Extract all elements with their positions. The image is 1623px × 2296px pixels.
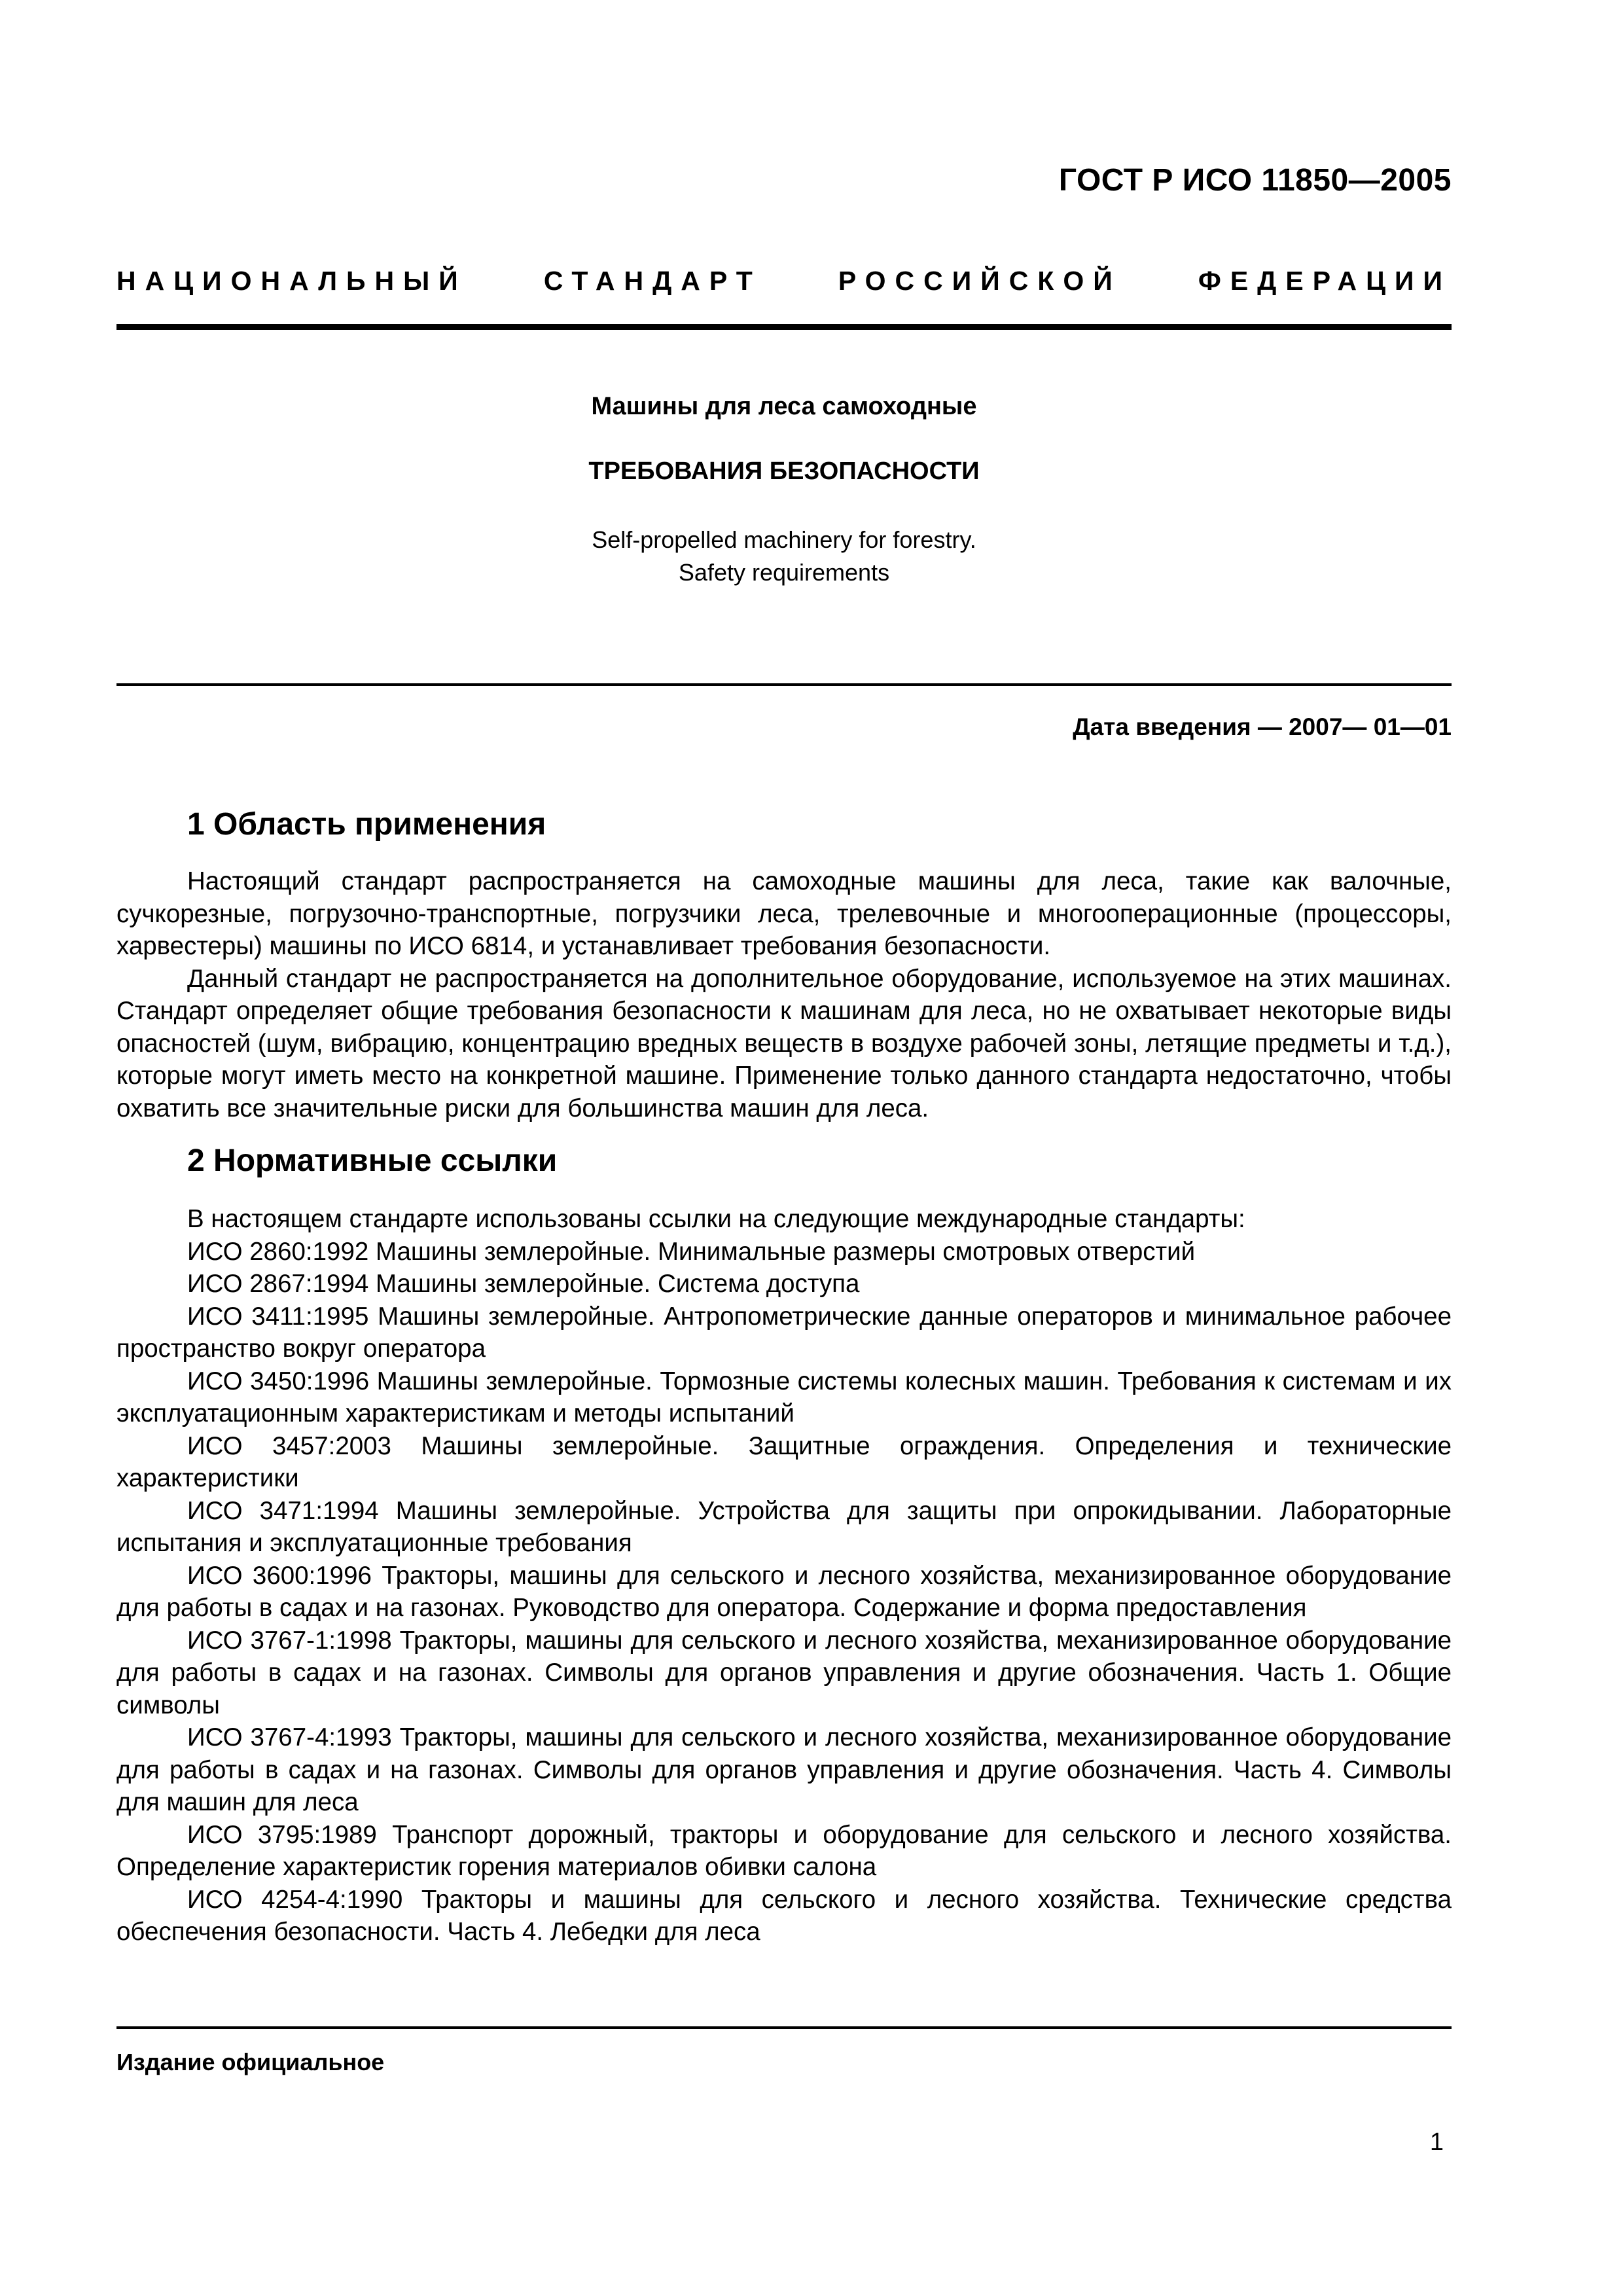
reference-item: ИСО 4254-4:1990 Тракторы и машины для сельского и лесного хозяйства. Технические средства обеспечения безопасности. Часть 4. Лебедки для леса	[116, 1885, 1452, 1946]
scope-paragraph: Настоящий стандарт распространяется на самоходные машины для леса, такие как валочные, сучкорезные, погрузочно-транспортные, погрузчики леса, трелевочные и многооперационные (процессоры, харвестеры) машины по ИСО 6814, и устанавливает требования безопасности.	[116, 867, 1452, 960]
reference-item: ИСО 3795:1989 Транспорт дорожный, тракторы и оборудование для сельского и лесного хозяйства. Определение характеристик горения материалов обивки салона	[116, 1820, 1452, 1881]
reference-item: ИСО 2867:1994 Машины землеройные. Система доступа	[187, 1270, 860, 1298]
title-english	[116, 524, 1452, 589]
page-number: 1	[1429, 2128, 1444, 2156]
reference-item: ИСО 3600:1996 Тракторы, машины для сельского и лесного хозяйства, механизированное оборудование для работы в садах и на газонах. Руководство для оператора. Содержание и форма предоставления	[116, 1561, 1452, 1622]
title-subtitle: ТРЕБОВАНИЯ БЕЗОПАСНОСТИ	[588, 457, 980, 485]
section-heading-scope: 1 Область применения	[187, 807, 546, 842]
reference-item: ИСО 3411:1995 Машины землеройные. Антропометрические данные операторов и минимальное рабочее пространство вокруг оператора	[116, 1302, 1452, 1363]
reference-item: ИСО 3450:1996 Машины землеройные. Тормозные системы колесных машин. Требования к системам и их эксплуатационным характеристикам и методы испытаний	[116, 1367, 1452, 1427]
reference-item: ИСО 3471:1994 Машины землеройные. Устройства для защиты при опрокидывании. Лабораторные испытания и эксплуатационные требования	[116, 1496, 1452, 1557]
title-block	[116, 393, 1452, 589]
footer-divider	[116, 2026, 1452, 2029]
scope-paragraph: Данный стандарт не распространяется на дополнительное оборудование, используемое на этих машинах. Стандарт определяет общие требования безопасности к машинам для леса, но не охватывает некоторые виды опасностей (шум, вибрацию, концентрацию вредных веществ в воздухе рабочей зоны, летящие предметы и т.д.), которые могут иметь место на конкретной машине. Применение только данного стандарта недостаточно, чтобы охватить все значительные риски для большинства машин для леса.	[116, 964, 1452, 1122]
header-divider	[116, 324, 1452, 330]
edition-label: Издание официальное	[116, 2049, 385, 2075]
reference-item: ИСО 3457:2003 Машины землеройные. Защитные ограждения. Определения и технические характеристики	[116, 1431, 1452, 1492]
banner-word: НАЦИОНАЛЬНЫЙ	[116, 266, 467, 296]
reference-item: ИСО 3767-1:1998 Тракторы, машины для сельского и лесного хозяйства, механизированное оборудование для работы в садах и на газонах. Символы для органов управления и другие обозначения. Часть 1. Общие символы	[116, 1626, 1452, 1719]
document-body	[116, 805, 1452, 1948]
banner-word: СТАНДАРТ	[543, 266, 762, 296]
section-heading-normative-references: 2 Нормативные ссылки	[187, 1143, 558, 1178]
title-english-line: Safety requirements	[678, 559, 890, 586]
reference-list	[116, 1236, 1452, 1948]
document-header	[0, 0, 1623, 353]
references-intro: В настоящем стандарте использованы ссылки на следующие международные стандарты:	[187, 1205, 1245, 1233]
banner-word: ФЕДЕРАЦИИ	[1198, 266, 1452, 296]
reference-item: ИСО 2860:1992 Машины землеройные. Минимальные размеры смотровых отверстий	[187, 1237, 1196, 1266]
document-number: ГОСТ Р ИСО 11850—2005	[1058, 163, 1452, 198]
national-standard-banner	[116, 266, 1452, 296]
title-divider	[116, 683, 1452, 686]
reference-item: ИСО 3767-4:1993 Тракторы, машины для сельского и лесного хозяйства, механизированное оборудование для работы в садах и на газонах. Символы для органов управления и другие обозначения. Часть 4. Символы для машин для леса	[116, 1723, 1452, 1816]
introduction-date: Дата введения — 2007— 01—01	[1073, 713, 1452, 740]
title-english-line: Self-propelled machinery for forestry.	[592, 526, 976, 553]
title-russian: Машины для леса самоходные	[591, 393, 977, 420]
banner-word: РОССИЙСКОЙ	[838, 266, 1122, 296]
